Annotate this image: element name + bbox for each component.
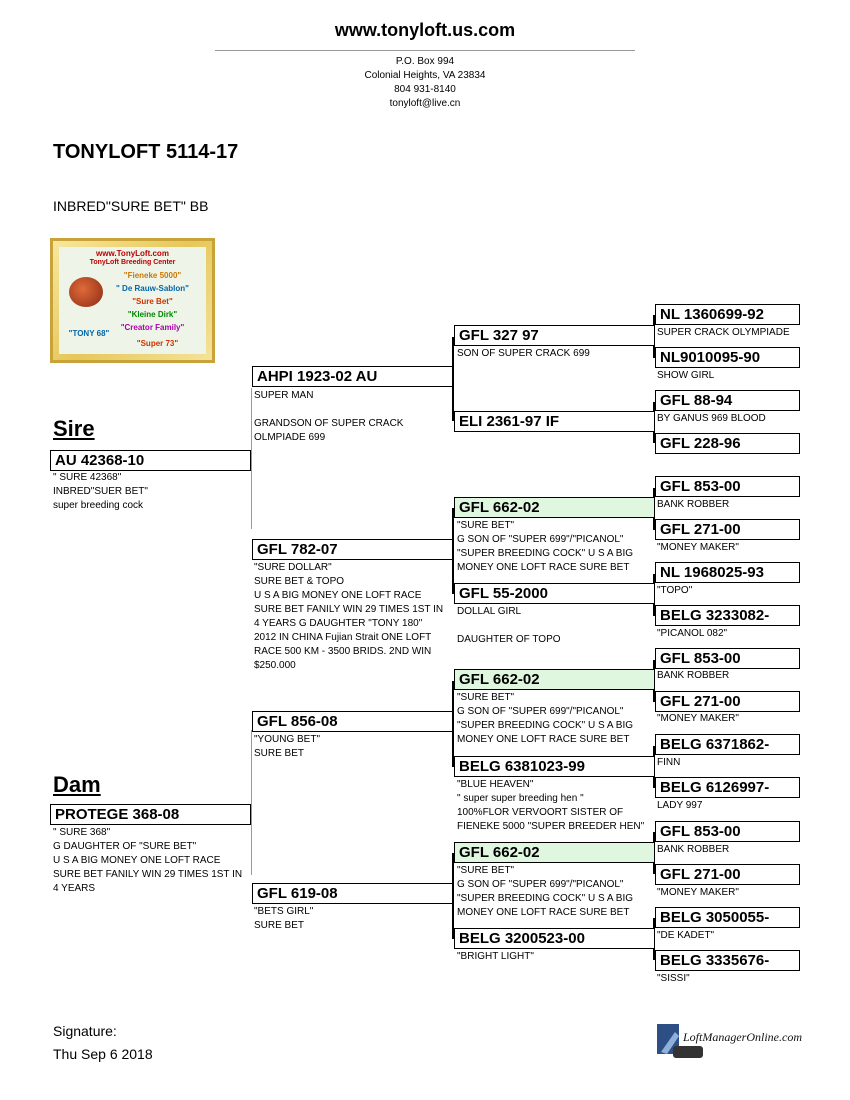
gen4-note: BANK ROBBER bbox=[657, 499, 730, 510]
sire-note: INBRED"SUER BET" bbox=[53, 486, 148, 497]
gen2-note: $250.000 bbox=[254, 660, 296, 671]
gen3-ring-box[interactable]: BELG 3200523-00 bbox=[454, 928, 655, 949]
gen3-note: "SURE BET" bbox=[457, 692, 515, 703]
gen3-note: "SURE BET" bbox=[457, 865, 515, 876]
gen4-ring-box[interactable]: GFL 271-00 bbox=[655, 691, 800, 712]
gen3-note: G SON OF "SUPER 699"/"PICANOL" bbox=[457, 534, 624, 545]
dam-note: SURE BET FANILY WIN 29 TIMES 1ST IN bbox=[53, 869, 243, 880]
gen2-note: GRANDSON OF SUPER CRACK bbox=[254, 418, 404, 429]
gen3-note: MONEY ONE LOFT RACE SURE BET bbox=[457, 734, 630, 745]
gen4-ring-box[interactable]: GFL 853-00 bbox=[655, 821, 800, 842]
gen4-note: "MONEY MAKER" bbox=[657, 713, 739, 724]
gen4-ring-box[interactable]: BELG 6126997- bbox=[655, 777, 800, 798]
dam-note: U S A BIG MONEY ONE LOFT RACE bbox=[53, 855, 221, 866]
loftmanager-logo bbox=[655, 1022, 802, 1062]
sire-note: " SURE 42368" bbox=[53, 472, 122, 483]
gen4-ring-box[interactable]: NL9010095-90 bbox=[655, 347, 800, 368]
gen3-note: "BRIGHT LIGHT" bbox=[457, 951, 534, 962]
signature-label: Signature: bbox=[53, 1023, 117, 1039]
gen4-note: LADY 997 bbox=[657, 800, 703, 811]
gen4-ring-box[interactable]: NL 1968025-93 bbox=[655, 562, 800, 583]
gen3-ring-box[interactable]: GFL 662-02 bbox=[454, 669, 655, 690]
loft-logo: www.TonyLoft.com TonyLoft Breeding Center "Fieneke 5000" " De Rauw-Sablon" "Sure Bet" "Kleine Dirk" "Creator Family" "TONY 68" "Super 73" bbox=[50, 238, 215, 363]
gen4-note: "TOPO" bbox=[657, 585, 693, 596]
gen4-note: "PICANOL 082" bbox=[657, 628, 728, 639]
gen3-note: DAUGHTER OF TOPO bbox=[457, 634, 561, 645]
gen3-ring-box[interactable]: GFL 662-02 bbox=[454, 497, 655, 518]
gen3-note: "SUPER BREEDING COCK" U S A BIG bbox=[457, 893, 634, 904]
brand-text: LoftManagerOnline.com bbox=[683, 1030, 802, 1044]
gen2-ring-box[interactable]: AHPI 1923-02 AU bbox=[252, 366, 453, 387]
gen4-note: "MONEY MAKER" bbox=[657, 887, 739, 898]
sire-ring-box[interactable]: AU 42368-10 bbox=[50, 450, 251, 471]
gen2-note: U S A BIG MONEY ONE LOFT RACE bbox=[254, 590, 422, 601]
email-line: tonyloft@live.cn bbox=[389, 98, 461, 109]
gen4-note: BANK ROBBER bbox=[657, 844, 730, 855]
gen2-note: SURE BET bbox=[254, 748, 305, 759]
gen4-ring-box[interactable]: GFL 271-00 bbox=[655, 864, 800, 885]
print-date: Thu Sep 6 2018 bbox=[53, 1046, 153, 1062]
gen2-note: "BETS GIRL" bbox=[254, 906, 314, 917]
gen3-note: MONEY ONE LOFT RACE SURE BET bbox=[457, 907, 630, 918]
gen3-note: G SON OF "SUPER 699"/"PICANOL" bbox=[457, 706, 624, 717]
gen2-ring-box[interactable]: GFL 619-08 bbox=[252, 883, 453, 904]
gen2-note: RACE 500 KM - 3500 BRIDS. 2ND WIN bbox=[254, 646, 432, 657]
gen3-ring-box[interactable]: GFL 662-02 bbox=[454, 842, 655, 863]
pigeon-description: INBRED"SURE BET" BB bbox=[53, 198, 209, 214]
gen4-note: SHOW GIRL bbox=[657, 370, 715, 381]
dam-note: 4 YEARS bbox=[53, 883, 96, 894]
gen4-ring-box[interactable]: BELG 3233082- bbox=[655, 605, 800, 626]
gen4-ring-box[interactable]: GFL 88-94 bbox=[655, 390, 800, 411]
gen4-note: BANK ROBBER bbox=[657, 670, 730, 681]
pigeon-eye-icon bbox=[69, 277, 103, 307]
gen3-note: 100%FLOR VERVOORT SISTER OF bbox=[457, 807, 624, 818]
gen3-ring-box[interactable]: GFL 327 97 bbox=[454, 325, 655, 346]
gen2-note: SURE BET FANILY WIN 29 TIMES 1ST IN bbox=[254, 604, 444, 615]
gen2-note: "YOUNG BET" bbox=[254, 734, 320, 745]
gen4-ring-box[interactable]: BELG 3050055- bbox=[655, 907, 800, 928]
gen3-ring-box[interactable]: GFL 55-2000 bbox=[454, 583, 655, 604]
pigeon-ring: TONYLOFT 5114-17 bbox=[53, 141, 239, 163]
gen3-note: DOLLAL GIRL bbox=[457, 606, 522, 617]
gen4-note: "SISSI" bbox=[657, 973, 690, 984]
gen3-note: "BLUE HEAVEN" bbox=[457, 779, 534, 790]
phone-line: 804 931-8140 bbox=[394, 84, 456, 95]
gen2-ring-box[interactable]: GFL 782-07 bbox=[252, 539, 453, 560]
gen3-note: "SUPER BREEDING COCK" U S A BIG bbox=[457, 548, 634, 559]
gen4-note: FINN bbox=[657, 757, 681, 768]
dam-heading: Dam bbox=[53, 772, 101, 797]
dam-ring-box[interactable]: PROTEGE 368-08 bbox=[50, 804, 251, 825]
gen4-note: "MONEY MAKER" bbox=[657, 542, 739, 553]
gen3-note: "SUPER BREEDING COCK" U S A BIG bbox=[457, 720, 634, 731]
address-line: P.O. Box 994 bbox=[395, 56, 455, 67]
gen4-ring-box[interactable]: NL 1360699-92 bbox=[655, 304, 800, 325]
gen2-note: SURE BET bbox=[254, 920, 305, 931]
gen3-note: MONEY ONE LOFT RACE SURE BET bbox=[457, 562, 630, 573]
divider bbox=[215, 50, 635, 51]
gen4-ring-box[interactable]: GFL 853-00 bbox=[655, 476, 800, 497]
address-line: Colonial Heights, VA 23834 bbox=[364, 70, 486, 81]
website-title: www.tonyloft.us.com bbox=[334, 20, 516, 40]
dam-note: " SURE 368" bbox=[53, 827, 111, 838]
gen2-note: SURE BET & TOPO bbox=[254, 576, 345, 587]
gen4-note: "DE KADET" bbox=[657, 930, 715, 941]
gen3-ring-box[interactable]: BELG 6381023-99 bbox=[454, 756, 655, 777]
gen2-note: 2012 IN CHINA Fujian Strait ONE LOFT bbox=[254, 632, 432, 643]
gen3-note: SON OF SUPER CRACK 699 bbox=[457, 348, 590, 359]
gen3-note: " super super breeding hen " bbox=[457, 793, 584, 804]
gen3-ring-box[interactable]: ELI 2361-97 IF bbox=[454, 411, 655, 432]
gen4-ring-box[interactable]: GFL 271-00 bbox=[655, 519, 800, 540]
gen2-note: OLMPIADE 699 bbox=[254, 432, 326, 443]
gen4-ring-box[interactable]: GFL 853-00 bbox=[655, 648, 800, 669]
dam-note: G DAUGHTER OF "SURE BET" bbox=[53, 841, 197, 852]
gen4-note: BY GANUS 969 BLOOD bbox=[657, 413, 766, 424]
gen4-ring-box[interactable]: BELG 3335676- bbox=[655, 950, 800, 971]
gen2-note: "SURE DOLLAR" bbox=[254, 562, 332, 573]
gen2-note: 4 YEARS G DAUGHTER "TONY 180" bbox=[254, 618, 423, 629]
gen2-ring-box[interactable]: GFL 856-08 bbox=[252, 711, 453, 732]
sire-heading: Sire bbox=[53, 416, 95, 441]
gen3-note: G SON OF "SUPER 699"/"PICANOL" bbox=[457, 879, 624, 890]
gen3-note: FIENEKE 5000 "SUPER BREEDER HEN" bbox=[457, 821, 645, 832]
sire-note: super breeding cock bbox=[53, 500, 144, 511]
gen4-note: SUPER CRACK OLYMPIADE bbox=[657, 327, 790, 338]
gen2-note: SUPER MAN bbox=[254, 390, 314, 401]
gen4-ring-box[interactable]: GFL 228-96 bbox=[655, 433, 800, 454]
gen4-ring-box[interactable]: BELG 6371862- bbox=[655, 734, 800, 755]
gen3-note: "SURE BET" bbox=[457, 520, 515, 531]
